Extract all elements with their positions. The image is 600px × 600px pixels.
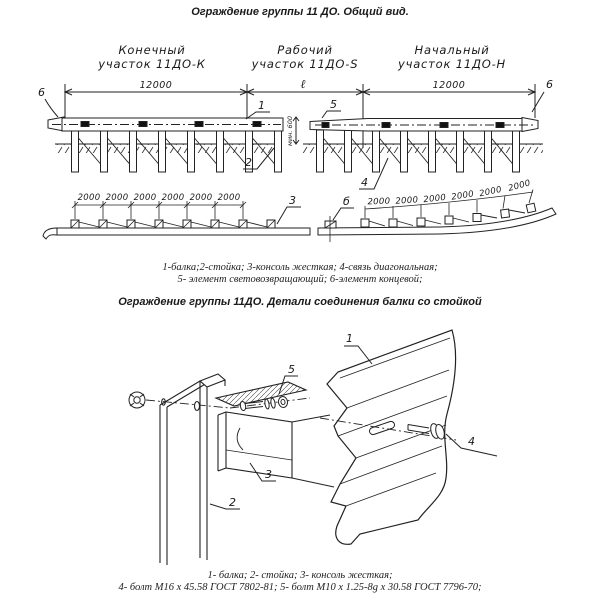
- detail-callout-4: 4: [468, 435, 475, 448]
- spacing-label: 2000: [478, 184, 503, 200]
- callout-5: 5: [330, 98, 337, 111]
- legend-detail-line1: 1- балка; 2- стойка; 3- консоль жесткая;: [207, 570, 393, 581]
- detail-callout-1: 1: [346, 332, 353, 345]
- leader-3: [277, 207, 301, 224]
- legend-general-view: [0, 262, 600, 286]
- legend-detail-line2: 4- болт М16 х 45.58 ГОСТ 7802-81; 5- болт М10 х 1.25-8g х 30.58 ГОСТ 7796-70;: [118, 582, 482, 594]
- spacing-label: 2000: [217, 193, 241, 203]
- callout-4: 4: [361, 176, 368, 189]
- detail-callout-3: 3: [265, 468, 272, 481]
- beam-left: [48, 117, 283, 131]
- spacing-label: 2000: [105, 193, 129, 203]
- section-start-label2: участок 11ДО-Н: [398, 57, 506, 71]
- plan-right-spacing-labels: [367, 178, 531, 207]
- page-title-detail-view: Ограждение группы 11ДО. Детали соединения балки со стойкой: [118, 296, 482, 308]
- spacing-label: 2000: [77, 193, 101, 203]
- spacing-label: 2000: [450, 189, 475, 203]
- bolt-m16-nut: [129, 392, 145, 408]
- section-end-label2: участок 11ДО-К: [98, 57, 206, 71]
- section-working-label: Рабочий: [277, 43, 333, 57]
- bolt-m16-axis: [146, 400, 230, 408]
- dim-right-length: 12000: [432, 80, 466, 91]
- callout-1: 1: [258, 99, 265, 112]
- section-labels: [97, 43, 506, 71]
- legend-detail-view: [0, 570, 600, 594]
- section-start-label: Начальный: [414, 43, 490, 57]
- section-working-label2: участок 11ДО-S: [251, 57, 359, 71]
- spacing-label: 2000: [422, 192, 447, 206]
- dim-left-length: 12000: [139, 80, 173, 91]
- spacing-label: 2000: [189, 193, 213, 203]
- section-end-label: Конечный: [118, 43, 186, 57]
- leader-b: [333, 208, 354, 220]
- leader-6-right: [532, 92, 544, 112]
- page-title-general-view: Ограждение группы 11 ДО. Общий вид.: [191, 6, 409, 18]
- spacing-label: 2000: [367, 196, 391, 208]
- legend-general-line1: 1-балка;2-стойка; 3-консоль жесткая; 4-связь диагональная;: [162, 262, 438, 273]
- plan-left: [43, 201, 310, 239]
- spacing-label: 2000: [395, 195, 419, 207]
- general-view-drawing: [0, 36, 600, 262]
- spacing-label: 2000: [161, 193, 185, 203]
- beam-right: [310, 118, 538, 132]
- callout-6-right: 6: [546, 78, 553, 91]
- dim-height-label: мин. 600: [286, 116, 294, 146]
- callout-b: б: [343, 195, 350, 208]
- detail-callout-2: 2: [229, 496, 236, 509]
- spacing-label: 2000: [507, 178, 532, 194]
- leader-6-left: [45, 99, 58, 117]
- detail-callout-5: 5: [288, 363, 295, 376]
- callout-3: 3: [289, 194, 296, 207]
- detail-view-drawing: [0, 318, 600, 570]
- spacing-label: 2000: [133, 193, 157, 203]
- legend-general-line2: 5- элемент световозвращающий; 6-элемент концевой;: [177, 274, 423, 286]
- callout-2: 2: [245, 156, 252, 169]
- dim-middle-length: ℓ: [300, 77, 306, 91]
- callout-6-left: 6: [38, 86, 45, 99]
- console-bracket: [216, 382, 334, 487]
- leader-5: [322, 111, 341, 118]
